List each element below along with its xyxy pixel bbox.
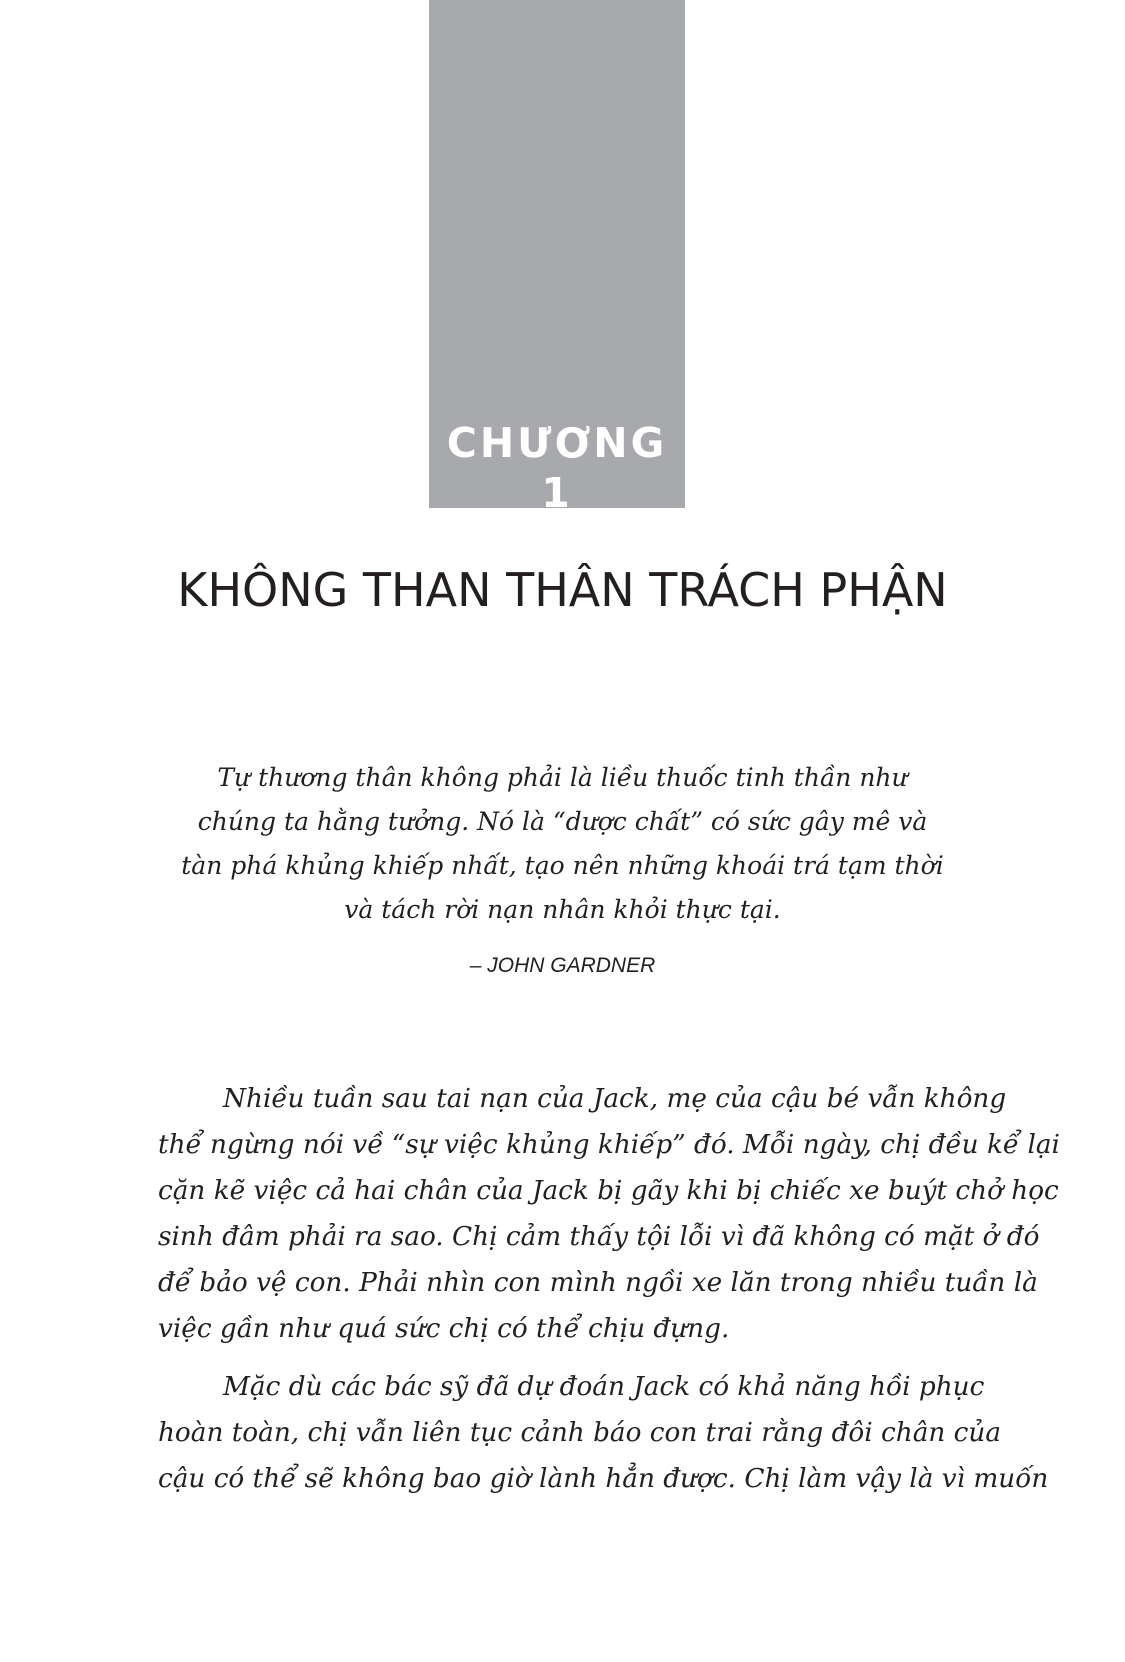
paragraph-line: cậu có thể sẽ không bao giờ lành hẳn được. Chị làm vậy là vì muốn xyxy=(158,1464,1049,1494)
paragraph-line: sinh đâm phải ra sao. Chị cảm thấy tội lỗi vì đã không có mặt ở đó xyxy=(158,1222,1040,1252)
epigraph-line: và tách rời nạn nhân khỏi thực tại. xyxy=(344,895,781,924)
paragraph xyxy=(158,1076,1060,1352)
chapter-title: KHÔNG THAN THÂN TRÁCH PHẬN xyxy=(177,563,948,617)
chapter-header-band xyxy=(429,0,685,517)
body-text xyxy=(158,1076,1060,1514)
paragraph-line: thể ngừng nói về “sự việc khủng khiếp” đó. Mỗi ngày, chị đều kể lại xyxy=(158,1130,1060,1160)
chapter-number: CHƯƠNG 1 xyxy=(446,419,668,517)
paragraph-line: để bảo vệ con. Phải nhìn con mình ngồi xe lăn trong nhiều tuần là xyxy=(158,1268,1038,1298)
paragraph xyxy=(158,1364,1049,1502)
paragraph-line: việc gần như quá sức chị có thể chịu đựng. xyxy=(158,1314,730,1344)
paragraph-line: Nhiều tuần sau tai nạn của Jack, mẹ của cậu bé vẫn không xyxy=(223,1084,1007,1114)
paragraph-line: cặn kẽ việc cả hai chân của Jack bị gãy khi bị chiếc xe buýt chở học xyxy=(158,1176,1059,1206)
epigraph-line: chúng ta hằng tưởng. Nó là “dược chất” có sức gây mê và xyxy=(197,807,928,836)
epigraph-attribution: – JOHN GARDNER xyxy=(469,954,656,977)
paragraph-line: Mặc dù các bác sỹ đã dự đoán Jack có khả năng hồi phục xyxy=(223,1372,985,1402)
epigraph-line: tàn phá khủng khiếp nhất, tạo nên những khoái trá tạm thời xyxy=(181,851,944,880)
epigraph-line: Tự thương thân không phải là liều thuốc tinh thần như xyxy=(217,763,908,792)
paragraph-line: hoàn toàn, chị vẫn liên tục cảnh báo con trai rằng đôi chân của xyxy=(158,1418,1002,1448)
epigraph-quote xyxy=(150,756,975,932)
